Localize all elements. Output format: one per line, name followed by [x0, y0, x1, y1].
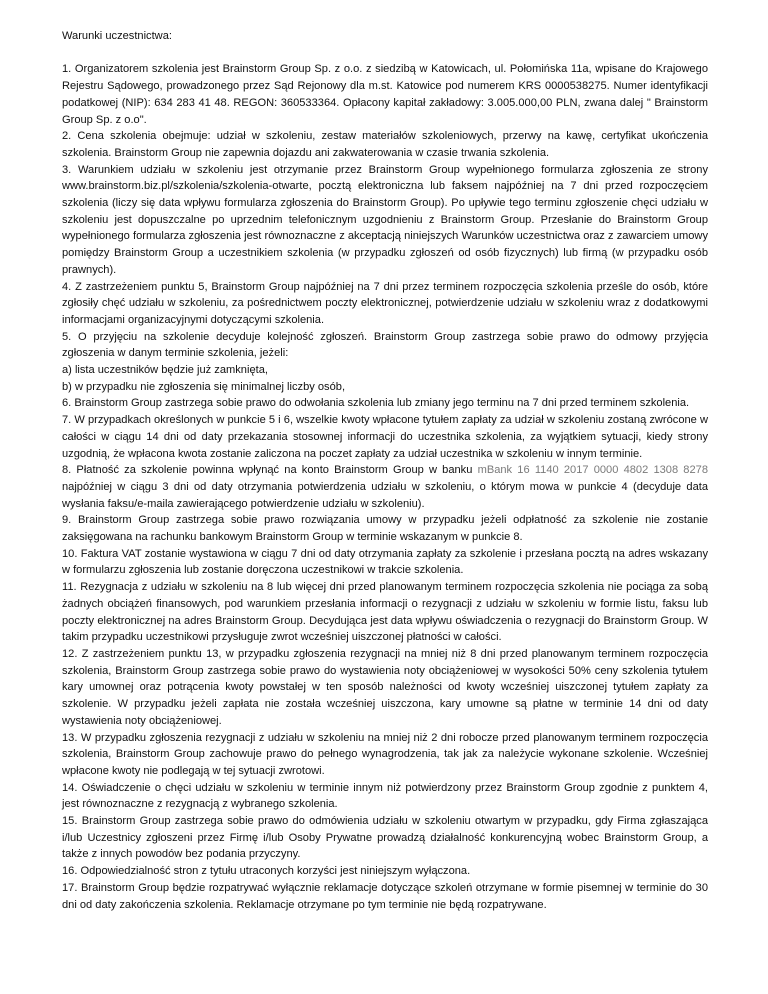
clause-9: 9. Brainstorm Group zastrzega sobie prawo rozwiązania umowy w przypadku jeżeli odpłatność za szkolenie nie zostanie zaksięgowana na rachunku bankowym Brainstorm Group w terminie wskazanym w punkcie 8. — [62, 514, 708, 544]
clause-12: 12. Z zastrzeżeniem punktu 13, w przypadku zgłoszenia rezygnacji na mniej niż 8 dni przed planowanym terminem rozpoczęcia szkolenia, Brainstorm Group zastrzega sobie prawo do wystawienia noty obciążeniowej w wysokości 50% ceny szkolenia tytułem kary umownej oraz potrącenia kwoty powstałej w ten sposób należności od kwoty wcześniej uiszczonej tytułem zapłaty za szkolenie. W przypadku jeżeli zapłata nie została wcześniej uiszczona, kary umowne są płatne w terminie 14 dni od daty wystawienia noty obciążeniowej. — [62, 648, 708, 727]
clause-15: 15. Brainstorm Group zastrzega sobie prawo do odmówienia udziału w szkoleniu otwartym w przypadku, gdy Firma zgłaszająca i/lub Uczestnicy zgłoszeni przez Firmę i/lub Osoby Prywatne prowadzą działalność konkurencyjną wobec Brainstorm Group, a także z innych powodów bez podania przyczyny. — [62, 815, 708, 861]
clause-1: 1. Organizatorem szkolenia jest Brainstorm Group Sp. z o.o. z siedzibą w Katowicach, ul. Połomińska 11a, wpisane do Krajowego Rejestru Sądowego, prowadzonego przez Sąd Rejonowy dla m.st. Katowice pod numerem KRS 0000538275. Numer identyfikacji podatkowej (NIP): 634 283 41 48. REGON: 360533364. Opłacony kapitał zakładowy: 3.005.000,00 PLN, zwana dalej " Brainstorm Group Sp. z o.o". — [62, 63, 708, 126]
clause-8 — [62, 462, 708, 512]
clause-13: 13. W przypadku zgłoszenia rezygnacji z udziału w szkoleniu na mniej niż 2 dni robocze przed planowanym terminem rozpoczęcia szkolenia, Brainstorm Group zachowuje prawo do pełnego wynagrodzenia, tak jak za należycie wykonane szkolenie. Wcześniej wpłacone kwoty nie podlegają w tej sytuacji zwrotowi. — [62, 731, 708, 777]
clause-5b: b) w przypadku nie zgłoszenia się minimalnej liczby osób, — [62, 380, 346, 393]
bank-account-number: mBank 16 1140 2017 0000 4802 1308 8278 — [477, 464, 708, 477]
clause-10: 10. Faktura VAT zostanie wystawiona w ciągu 7 dni od daty otrzymania zapłaty za szkolenie i przesłana pocztą na adres wskazany w formularzu zgłoszenia lub zostanie doręczona uczestnikowi w trakcie szkolenia. — [62, 547, 708, 577]
clause-14: 14. Oświadczenie o chęci udziału w szkoleniu w terminie innym niż potwierdzony przez Brainstorm Group zgodnie z punktem 4, jest równoznaczne z rezygnacją z wybranego szkolenia. — [62, 781, 708, 811]
terms-document — [62, 28, 708, 913]
clause-5a: a) lista uczestników będzie już zamknięta, — [62, 364, 268, 377]
clause-4: 4. Z zastrzeżeniem punktu 5, Brainstorm Group najpóźniej na 7 dni przez terminem rozpoczęcia szkolenia prześle do osób, które zgłosiły chęć udziału w szkoleniu, za pośrednictwem poczty elektronicznej, potwierdzenie udziału w szkoleniu wraz z dodatkowymi informacjami organizacyjnymi dotyczącymi szkolenia. — [62, 280, 708, 326]
clause-16: 16. Odpowiedzialność stron z tytułu utraconych korzyści jest niniejszym wyłączona. — [62, 865, 471, 878]
clause-5: 5. O przyjęciu na szkolenie decyduje kolejność zgłoszeń. Brainstorm Group zastrzega sobie prawo do odmowy przyjęcia zgłoszenia w danym terminie szkolenia, jeżeli: — [62, 330, 708, 360]
clause-8-text-before: 8. Płatność za szkolenie powinna wpłynąć na konto Brainstorm Group w banku — [62, 464, 478, 477]
clause-2: 2. Cena szkolenia obejmuje: udział w szkoleniu, zestaw materiałów szkoleniowych, przerwy na kawę, certyfikat ukończenia szkolenia. Brainstorm Group nie zapewnia dojazdu ani zakwaterowania w czasie trwania szkolenia. — [62, 130, 708, 159]
clause-17: 17. Brainstorm Group będzie rozpatrywać wyłącznie reklamacje dotyczące szkoleń otrzymane w formie pisemnej w terminie do 30 dni od daty zakończenia szkolenia. Reklamacje otrzymane po tym terminie nie będą rozpatrywane. — [62, 881, 708, 911]
clause-11: 11. Rezygnacja z udziału w szkoleniu na 8 lub więcej dni przed planowanym terminem rozpoczęcia szkolenia nie pociąga za sobą żadnych obciążeń finansowych, pod warunkiem przesłania informacji o rezygnacji z udziału w szkoleniu w formie listu, faksu lub poczty elektronicznej na adres Brainstorm Group. Decydująca jest data wpływu oświadczenia o rezygnacji do Brainstorm Group. W takim przypadku uczestnikowi przysługuje zwrot wcześniej uiszczonej płatności w całości. — [62, 581, 708, 644]
clause-8-text-after: najpóźniej w ciągu 3 dni od daty otrzymania potwierdzenia udziału w szkoleniu, o którym mowa w punkcie 4 (decyduje data wysłania faksu/e-maila zawierającego potwierdzenie udziału w szkoleniu). — [62, 480, 708, 510]
clause-7: 7. W przypadkach określonych w punkcie 5 i 6, wszelkie kwoty wpłacone tytułem zapłaty za udział w szkoleniu zostaną zwrócone w całości w ciągu 14 dni od daty przekazania stosownej informacji do uczestnika szkolenia, za wyjątkiem sytuacji, kiedy strony uzgodnią, że wpłacona kwota zostanie zaliczona na poczet zapłaty za udział uczestnika w szkoleniu w innym terminie. — [62, 414, 708, 460]
document-title: Warunki uczestnictwa: — [62, 30, 172, 42]
clause-6: 6. Brainstorm Group zastrzega sobie prawo do odwołania szkolenia lub zmiany jego terminu na 7 dni przed terminem szkolenia. — [62, 397, 690, 410]
clause-3: 3. Warunkiem udziału w szkoleniu jest otrzymanie przez Brainstorm Group wypełnionego formularza zgłoszenia ze strony www.brainstorm.biz.pl/szkolenia/szkolenia-otwarte, pocztą elektroniczna lub faksem najpóźniej na 7 dni przed rozpoczęciem szkolenia (liczy się data wpływu formularza zgłoszenia do Brainstorm Group). Po upływie tego terminu zgłoszenie chęci udziału w szkoleniu jest dopuszczalne po uprzednim telefonicznym uzgodnieniu z Brainstorm Group. Przesłanie do Brainstorm Group wypełnionego formularza zgłoszenia jest równoznaczne z akceptacją niniejszych Warunków uczestnictwa oraz z zawarciem umowy pomiędzy Brainstorm Group a uczestnikiem szkolenia (w przypadku zgłoszeń od osób fizycznych) lub firmą (w przypadku osób prawnych). — [62, 163, 708, 276]
